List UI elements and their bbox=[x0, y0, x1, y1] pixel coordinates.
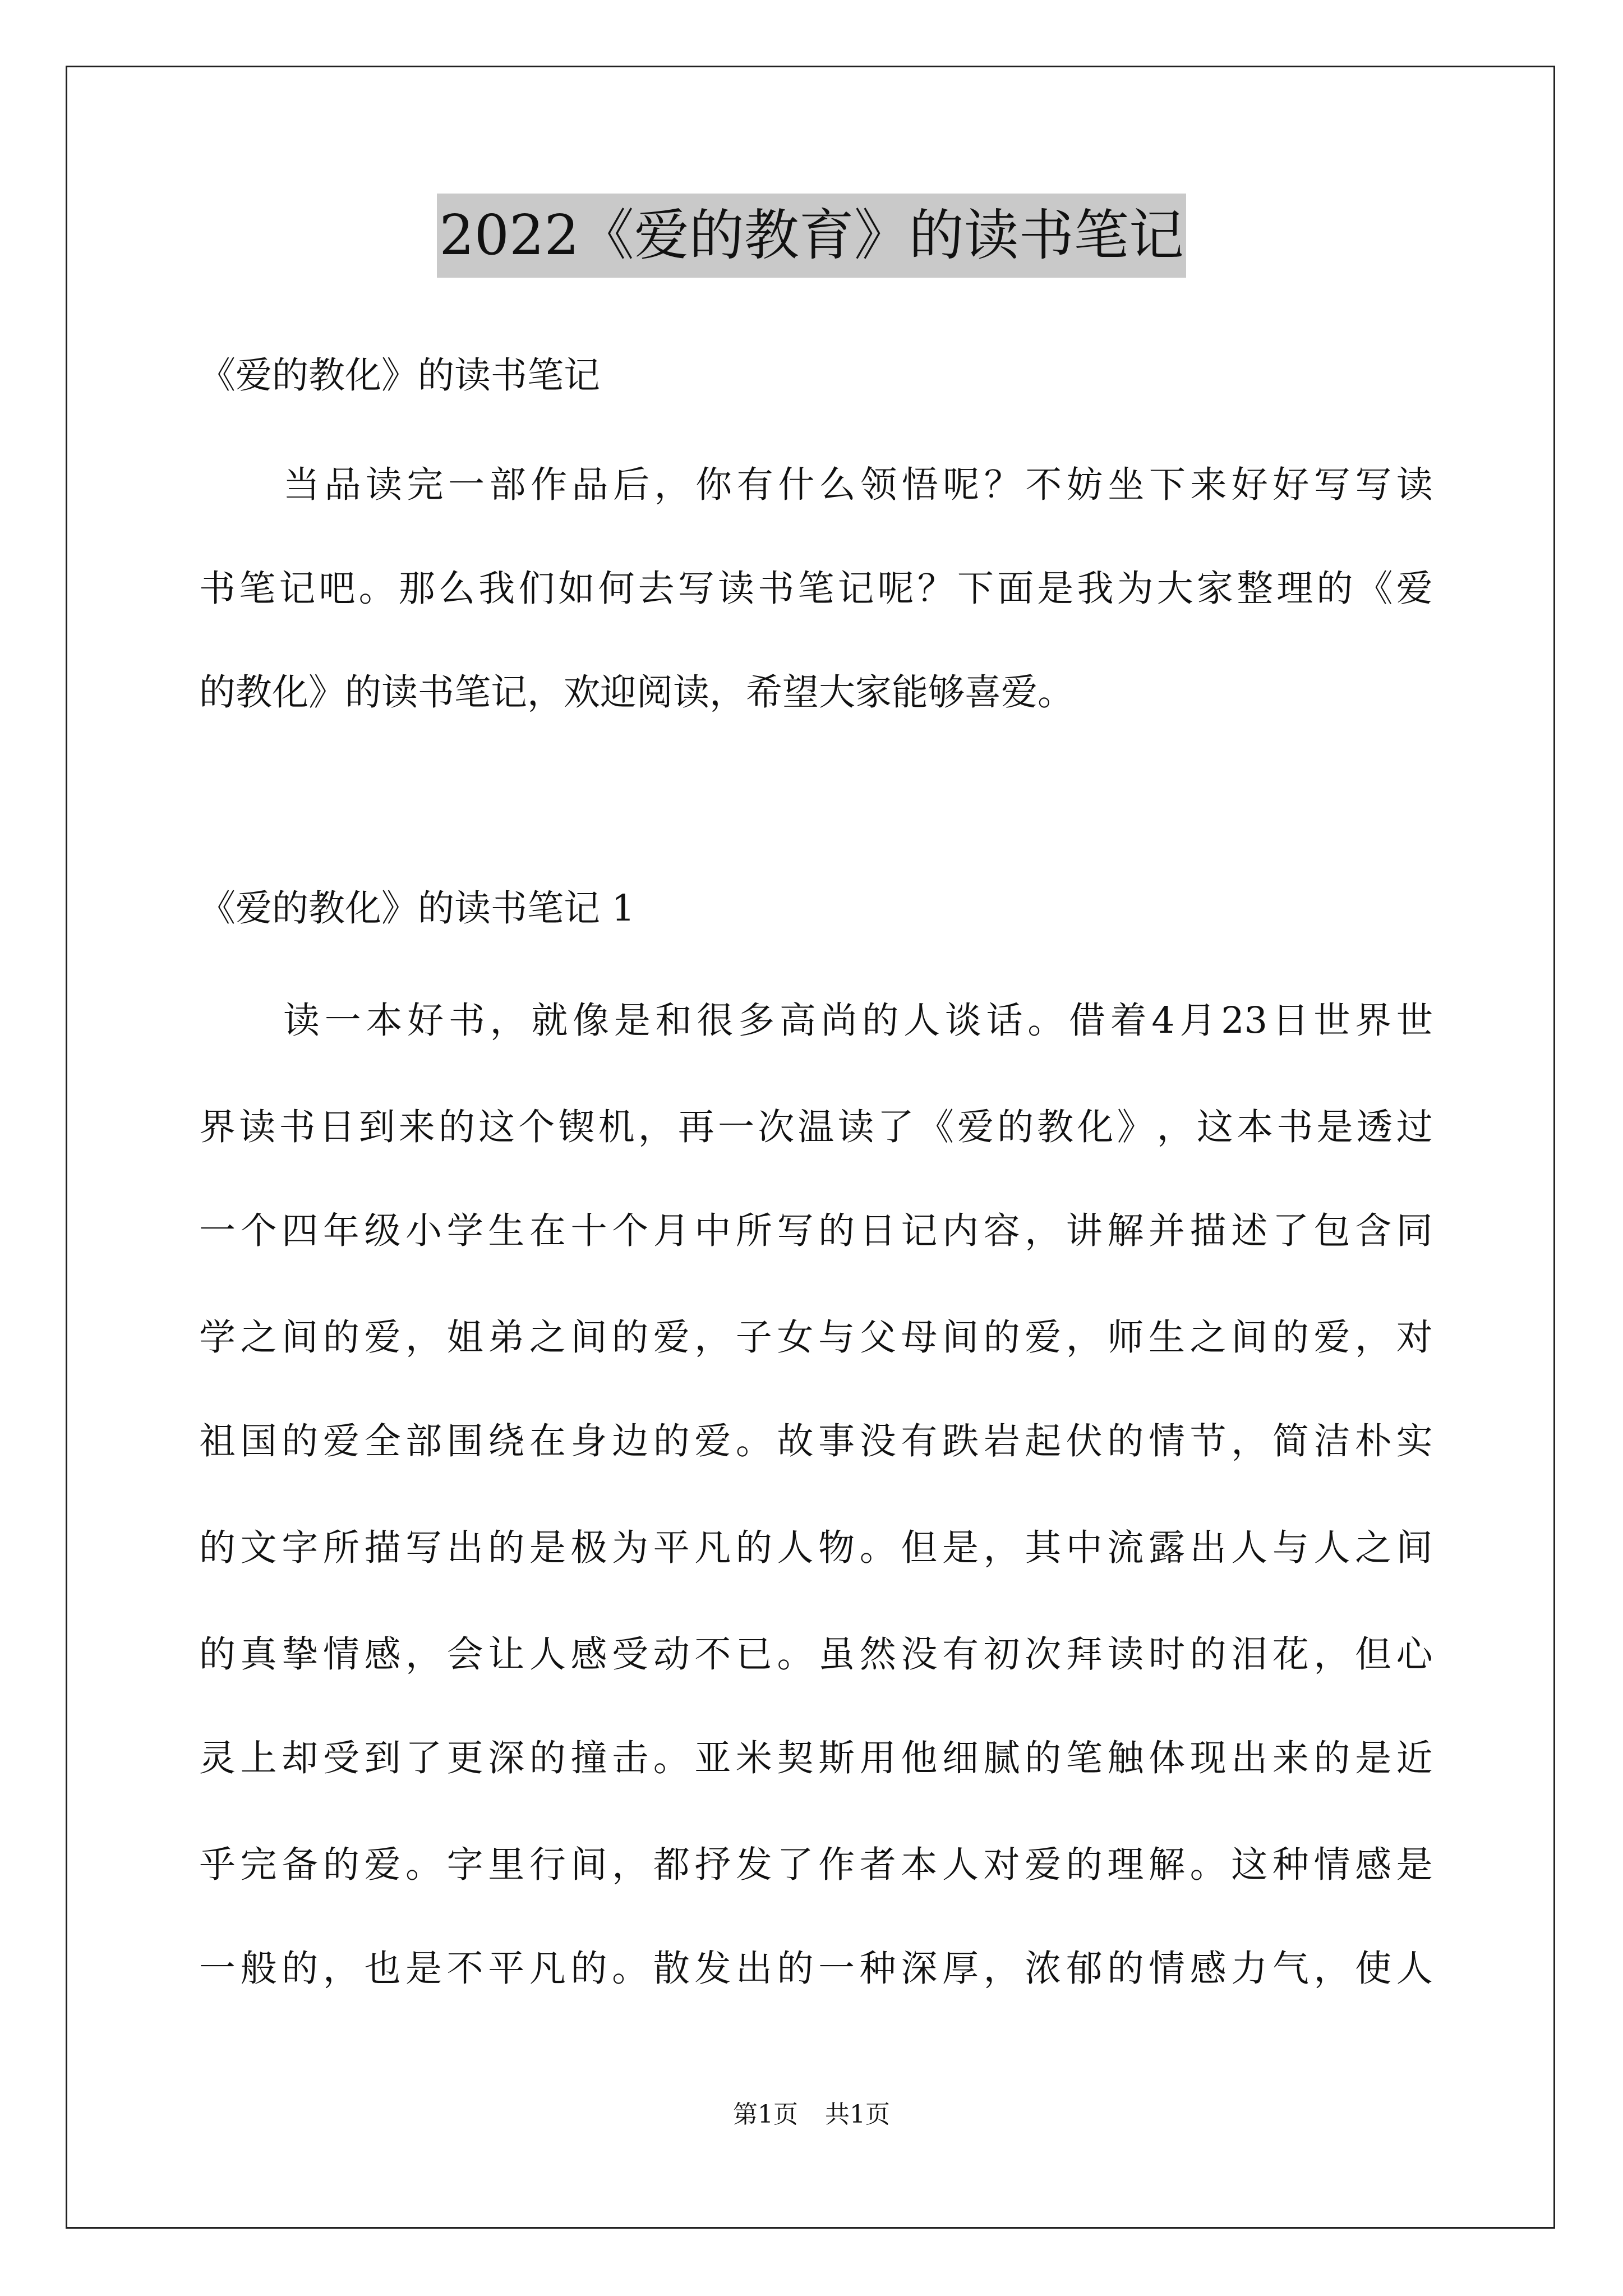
body-line: 的 文 字 所 描 写 出 的 是 极 为 平 凡 的 人 物 。 但 是 ， 其 中 流 露 出 人 与 人 之 间 bbox=[199, 1527, 1433, 1569]
body-line: 乎 完 备 的 爱 。 字 里 行 间 ， 都 抒 发 了 作 者 本 人 对 爱 的 理 解 。 这 种 情 感 是 bbox=[199, 1844, 1433, 1886]
section-heading: 《爱的教化》的读书笔记 1 bbox=[199, 887, 635, 930]
body-line: 祖 国 的 爱 全 部 围 绕 在 身 边 的 爱 。 故 事 没 有 跌 岩 起 伏 的 情 节 ， 简 洁 朴 实 bbox=[199, 1420, 1433, 1462]
intro-line: 书 笔 记 吧 。 那 么 我 们 如 何 去 写 读 书 笔 记 呢 ？ 下 面 是 我 为 大 家 整 理 的 《 爱 bbox=[199, 568, 1433, 610]
intro-line: 的教化》的读书笔记，欢迎阅读，希望大家能够喜爱。 bbox=[199, 671, 1075, 714]
document-title bbox=[0, 194, 1623, 278]
body-line: 的 真 挚 情 感 ， 会 让 人 感 受 动 不 已 。 虽 然 没 有 初 次 拜 读 时 的 泪 花 ， 但 心 bbox=[199, 1634, 1433, 1676]
document-title-text: 2022《爱的教育》的读书笔记 bbox=[437, 194, 1186, 278]
document-subtitle: 《爱的教化》的读书笔记 bbox=[199, 355, 601, 397]
body-line: 一 个 四 年 级 小 学 生 在 十 个 月 中 所 写 的 日 记 内 容 ， 讲 解 并 描 述 了 包 含 同 bbox=[199, 1210, 1433, 1252]
body-line: 界 读 书 日 到 来 的 这 个 锲 机 ， 再 一 次 温 读 了 《 爱 的 教 化 》 ， 这 本 书 是 透 过 bbox=[199, 1106, 1433, 1148]
body-line: 读 一 本 好 书 ， 就 像 是 和 很 多 高 尚 的 人 谈 话 。 借 着 4 月 23 日 世 界 世 bbox=[283, 1000, 1433, 1042]
body-line: 学 之 间 的 爱 ， 姐 弟 之 间 的 爱 ， 子 女 与 父 母 间 的 爱 ， 师 生 之 间 的 爱 ， 对 bbox=[199, 1317, 1433, 1359]
page-number: 第1页 bbox=[733, 2100, 798, 2129]
body-line: 一 般 的 ， 也 是 不 平 凡 的 。 散 发 出 的 一 种 深 厚 ， 浓 郁 的 情 感 力 气 ， 使 人 bbox=[199, 1948, 1433, 1990]
intro-line: 当 品 读 完 一 部 作 品 后 ， 你 有 什 么 领 悟 呢 ？ 不 妨 坐 下 来 好 好 写 写 读 bbox=[283, 464, 1433, 506]
page-footer bbox=[0, 2098, 1623, 2132]
body-line: 灵 上 却 受 到 了 更 深 的 撞 击 。 亚 米 契 斯 用 他 细 腻 的 笔 触 体 现 出 来 的 是 近 bbox=[199, 1737, 1433, 1779]
page-total: 共1页 bbox=[825, 2100, 890, 2129]
